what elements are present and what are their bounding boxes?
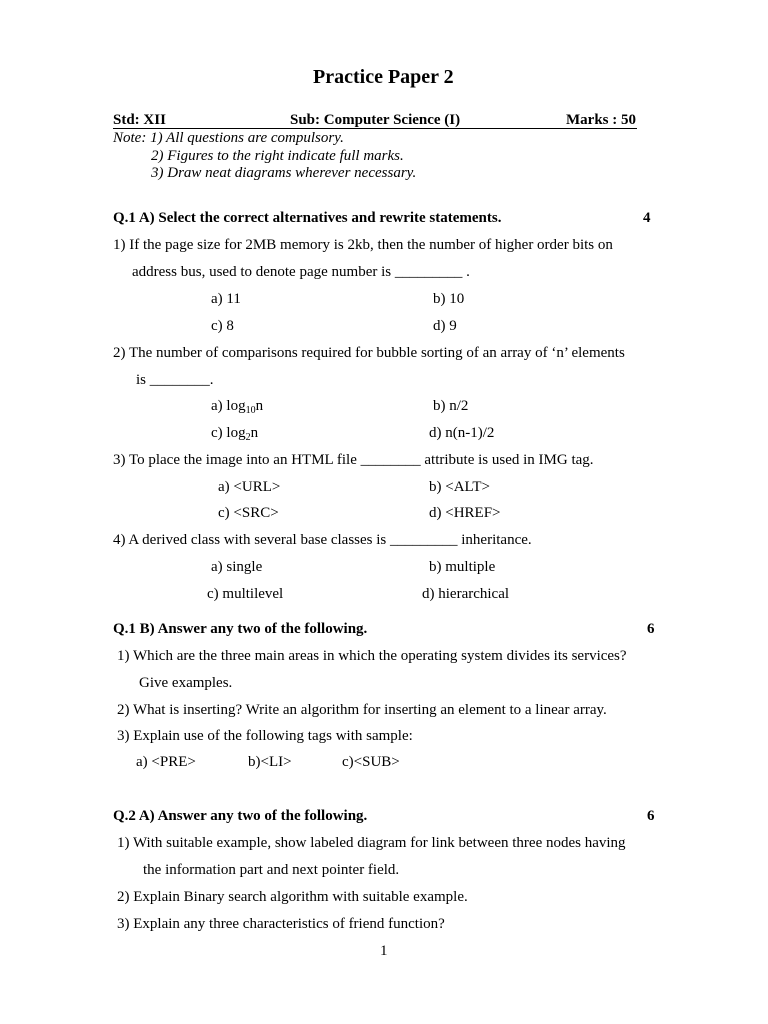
- standard-label: Std: XII: [113, 112, 166, 128]
- q1b-item-3: 3) Explain use of the following tags with sample:: [117, 728, 413, 744]
- q2a-heading: Q.2 A) Answer any two of the following.: [113, 808, 368, 824]
- q1b-marks: 6: [647, 621, 655, 637]
- q1a-2-line1: 2) The number of comparisons required for bubble sorting of an array of ‘n’ elements: [113, 345, 625, 361]
- q1a-2-option-a: a) $\log_{10}n$: [211, 398, 264, 416]
- q1b-item-2: 2) What is inserting? Write an algorithm for inserting an element to a linear array.: [117, 702, 607, 718]
- q1a-1-option-a: a) 11: [211, 291, 241, 307]
- header-underline: [113, 128, 637, 129]
- q1a-1-option-b: b) 10: [433, 291, 465, 307]
- q1a-heading: Q.1 A) Select the correct alternatives and rewrite statements.: [113, 210, 502, 226]
- q1a-4-option-b: b) multiple: [429, 559, 496, 575]
- q1b-item-1: 1) Which are the three main areas in which the operating system divides its services?: [117, 648, 627, 664]
- q1a-1-line1: 1) If the page size for 2MB memory is 2kb, then the number of higher order bits on: [113, 237, 613, 253]
- q1a-3-line1: 3) To place the image into an HTML file ________ attribute is used in IMG tag.: [113, 452, 594, 468]
- q2a-marks: 6: [647, 808, 655, 824]
- note-line-3: 3) Draw neat diagrams wherever necessary.: [151, 165, 417, 181]
- q1a-1-option-d: d) 9: [433, 318, 457, 334]
- q1a-marks: 4: [643, 210, 651, 226]
- q1a-3-option-b: b) <ALT>: [429, 479, 490, 495]
- note-line-2: 2) Figures to the right indicate full marks.: [151, 148, 404, 164]
- q1b-tag-a: a) <PRE>: [136, 754, 196, 770]
- q1b-tag-b: b)<LI>: [248, 754, 292, 770]
- q1a-3-option-a: a) <URL>: [218, 479, 281, 495]
- q1a-4-option-a: a) single: [211, 559, 263, 575]
- page-title: Practice Paper 2: [313, 66, 454, 88]
- q1b-item-1-cont: Give examples.: [139, 675, 233, 691]
- q1a-2-line2: is ________.: [136, 372, 214, 388]
- q1b-tag-c: c)<SUB>: [342, 754, 400, 770]
- q1a-1-option-c: c) 8: [211, 318, 234, 334]
- q2a-item-1: 1) With suitable example, show labeled diagram for link between three nodes having: [117, 835, 626, 851]
- q2a-item-1-cont: the information part and next pointer field.: [143, 862, 400, 878]
- q1a-3-option-d: d) <HREF>: [429, 505, 501, 521]
- q1a-4-option-d: d) hierarchical: [422, 586, 510, 602]
- q1a-2-option-c: c) $\log_2n$: [211, 425, 259, 443]
- q1a-2-option-b: b) n/2: [433, 398, 469, 414]
- q1a-4-line1: 4) A derived class with several base classes is _________ inheritance.: [113, 532, 532, 548]
- subject-label: Sub: Computer Science (I): [290, 112, 461, 128]
- q1a-3-option-c: c) <SRC>: [218, 505, 279, 521]
- q2a-item-3: 3) Explain any three characteristics of friend function?: [117, 916, 445, 932]
- q1a-4-option-c: c) multilevel: [207, 586, 284, 602]
- note-line-1: Note: 1) All questions are compulsory.: [113, 130, 344, 146]
- marks-label: Marks : 50: [566, 112, 636, 128]
- page-number: 1: [380, 943, 388, 959]
- q2a-item-2: 2) Explain Binary search algorithm with suitable example.: [117, 889, 468, 905]
- q1a-1-line2: address bus, used to denote page number is _________ .: [132, 264, 470, 280]
- q1b-heading: Q.1 B) Answer any two of the following.: [113, 621, 368, 637]
- q1a-2-option-d: d) n(n-1)/2: [429, 425, 495, 441]
